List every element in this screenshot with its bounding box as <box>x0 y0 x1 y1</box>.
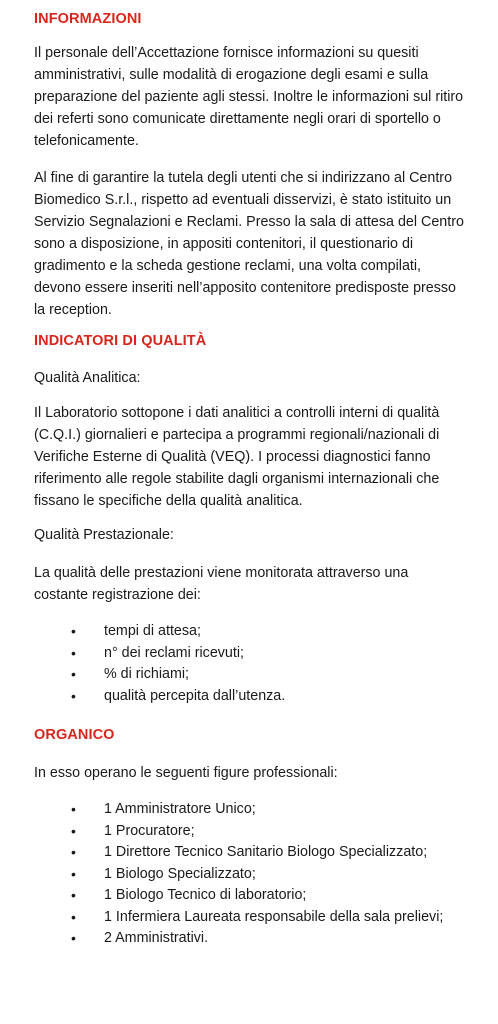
qualita-prestazionale-text: La qualità delle prestazioni viene monitorata attraverso una costante registrazione dei: <box>34 565 409 603</box>
bullet-icon: • <box>71 644 76 661</box>
list-item: • % di richiami; <box>34 664 285 686</box>
bullet-icon: • <box>71 908 76 925</box>
organico-list <box>34 799 443 950</box>
bullet-icon: • <box>71 865 76 882</box>
bullet-icon: • <box>71 666 76 682</box>
list-item: • 1 Direttore Tecnico Sanitario Biologo Specializzato; <box>34 842 443 864</box>
qualita-analitica-text: Il Laboratorio sottopone i dati analitici a controlli interni di qualità (C.Q.I.) giornalieri e partecipa a programmi regionali/nazionali di Verifiche Esterne di Qualità (VEQ). I processi diagnostici fanno riferimento alle regole stabilite dagli organismi internazionali che fissano le specifiche della qualità analitica. <box>34 405 440 509</box>
list-item: • 1 Biologo Tecnico di laboratorio; <box>34 885 443 907</box>
list-item: • 1 Amministratore Unico; <box>34 799 443 821</box>
list-item: • 1 Biologo Specializzato; <box>34 864 443 886</box>
section-heading-indicatori: INDICATORI DI QUALITÀ <box>34 333 207 349</box>
list-item: • qualità percepita dall’utenza. <box>34 686 285 708</box>
bullet-icon: • <box>71 844 76 860</box>
list-item: • 1 Infermiera Laureata responsabile della sala prelievi; <box>34 907 443 929</box>
bullet-icon: • <box>71 930 76 946</box>
informazioni-paragraph-2: Al fine di garantire la tutela degli utenti che si indirizzano al Centro Biomedico S.r.l., rispetto ad eventuali disservizi, è stato istituito un Servizio Segnalazioni e Reclami. Presso la sala di attesa del Centro sono a disposizione, in appositi contenitori, il questionario di gradimento e la scheda gestione reclami, una volta compilati, devono essere inseriti nell’apposito contenitore predisposte presso la reception. <box>34 170 464 318</box>
qualita-prestazionale-label: Qualità Prestazionale: <box>34 527 174 543</box>
organico-intro: In esso operano le seguenti figure professionali: <box>34 765 338 781</box>
qualita-analitica-label: Qualità Analitica: <box>34 370 141 386</box>
indicatori-list <box>34 621 285 707</box>
list-item: • 1 Procuratore; <box>34 821 443 843</box>
section-heading-organico: ORGANICO <box>34 727 115 743</box>
bullet-icon: • <box>71 623 76 639</box>
informazioni-paragraph-1: Il personale dell’Accettazione fornisce informazioni su quesiti amministrativi, sulle modalità di erogazione degli esami e sulla preparazione del paziente agli stessi. Inoltre le informazioni sul ritiro dei referti sono comunicate direttamente negli orari di sportello o telefonicamente. <box>34 45 464 149</box>
section-heading-informazioni: INFORMAZIONI <box>34 11 142 27</box>
bullet-icon: • <box>71 801 76 817</box>
bullet-icon: • <box>71 887 76 903</box>
bullet-icon: • <box>71 687 76 704</box>
bullet-icon: • <box>71 822 76 839</box>
list-item: • 2 Amministrativi. <box>34 928 443 950</box>
list-item: • tempi di attesa; <box>34 621 285 643</box>
list-item: • n° dei reclami ricevuti; <box>34 643 285 665</box>
